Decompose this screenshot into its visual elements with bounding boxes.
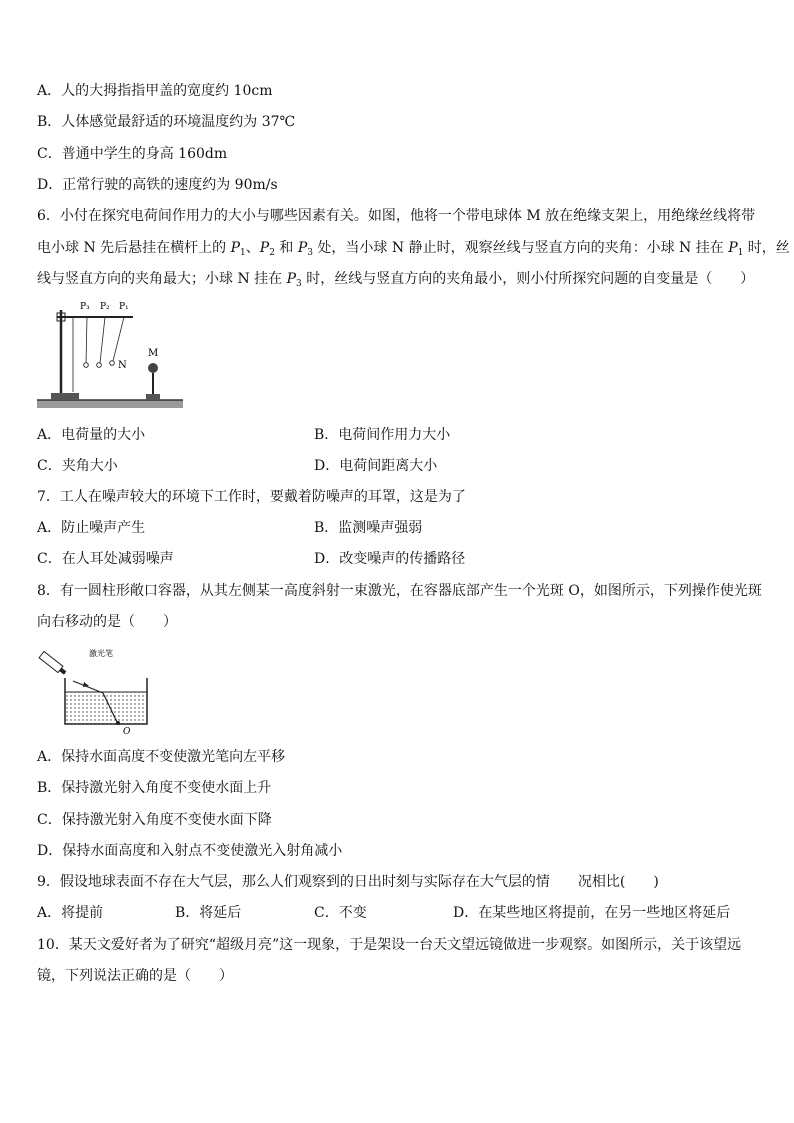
q6-figure-sphere-m	[148, 363, 158, 373]
q8-option-b: B．保持激光射入角度不变使水面上升	[37, 780, 272, 796]
q5-option-b: B．人体感觉最舒适的环境温度约为 37℃	[37, 114, 296, 130]
q6-option-c: C．夹角大小	[37, 458, 118, 474]
q6-figure-label-m: M	[148, 348, 159, 359]
q7-option-d: D．改变噪声的传播路径	[314, 551, 466, 567]
q9-option-c: C．不变	[314, 905, 367, 921]
q9-stem: 9．假设地球表面不存在大气层，那么人们观察到的日出时刻与实际存在大气层的情 况相比( )	[37, 874, 659, 890]
q8-option-d: D．保持水面高度和入射点不变使激光入射角减小	[37, 843, 343, 859]
q6-figure-label-p3: P₃	[80, 302, 90, 312]
q6-option-a: A．电荷量的大小	[37, 427, 146, 443]
q7-option-a: A．防止噪声产生	[37, 520, 146, 536]
q6-stem-line1: 6．小付在探究电荷间作用力的大小与哪些因素有关。如图，他将一个带电球体 M 放在绝缘支架上，用绝缘丝线将带	[37, 208, 756, 224]
q5-option-a: A．人的大拇指指甲盖的宽度约 10cm	[37, 83, 273, 99]
q6-figure-base	[51, 393, 79, 400]
q9-option-d: D．在某些地区将提前，在另一些地区将延后	[453, 905, 731, 921]
q6-option-d: D．电荷间距离大小	[314, 458, 438, 474]
q8-option-c: C．保持激光射入角度不变使水面下降	[37, 812, 272, 828]
q7-option-b: B．监测噪声强弱	[314, 520, 423, 536]
q9-option-b: B．将延后	[175, 905, 242, 921]
q6-figure-table	[37, 400, 183, 408]
q6-stem-line3: 线与竖直方向的夹角最大；小球 N 挂在 $P_3$ 时，丝线与竖直方向的夹角最小，则小付所探究问题的自变量是（ ）	[37, 271, 755, 289]
q9-option-a: A．将提前	[37, 905, 104, 921]
q8-stem-line1: 8．有一圆柱形敞口容器，从其左侧某一高度斜射一束激光，在容器底部产生一个光斑 O，如图所示，下列操作使光斑	[37, 583, 762, 599]
q8-figure-label-o: O	[123, 727, 131, 735]
q10-stem-line1: 10．某天文爱好者为了研究“超级月亮”这一现象，于是架设一台天文望远镜做进一步观察。如图所示，关于该望远	[37, 937, 742, 953]
q8-figure-laser-pen	[39, 651, 68, 676]
q6-option-b: B．电荷间作用力大小	[314, 427, 451, 443]
q8-figure	[37, 642, 155, 735]
q6-figure-label-p1: P₁	[119, 302, 129, 312]
q6-figure	[37, 296, 183, 410]
q8-figure-label-pen: 激光笔	[89, 649, 113, 658]
q6-stem-line2: 电小球 N 先后悬挂在横杆上的 $P_1$、$P_2$ 和 $P_3$ 处，当小球 N 静止时，观察丝线与竖直方向的夹角：小球 N 挂在 $P_1$ 时，丝	[37, 240, 790, 258]
q7-stem: 7．工人在噪声较大的环境下工作时，要戴着防噪声的耳罩，这是为了	[37, 489, 466, 505]
q8-figure-water	[65, 692, 147, 724]
q8-figure-beam-air	[73, 681, 103, 693]
q7-option-c: C．在人耳处减弱噪声	[37, 551, 174, 567]
q8-stem-line2: 向右移动的是（ ）	[37, 614, 177, 630]
q5-option-c: C．普通中学生的身高 160dm	[37, 146, 228, 162]
q5-option-d: D．正常行驶的高铁的速度约为 90m/s	[37, 177, 278, 193]
q6-figure-label-n: N	[118, 360, 127, 371]
q10-stem-line2: 镜，下列说法正确的是（ ）	[37, 968, 233, 984]
q6-figure-label-p2: P₂	[100, 302, 110, 312]
q8-option-a: A．保持水面高度不变使激光笔向左平移	[37, 749, 286, 765]
